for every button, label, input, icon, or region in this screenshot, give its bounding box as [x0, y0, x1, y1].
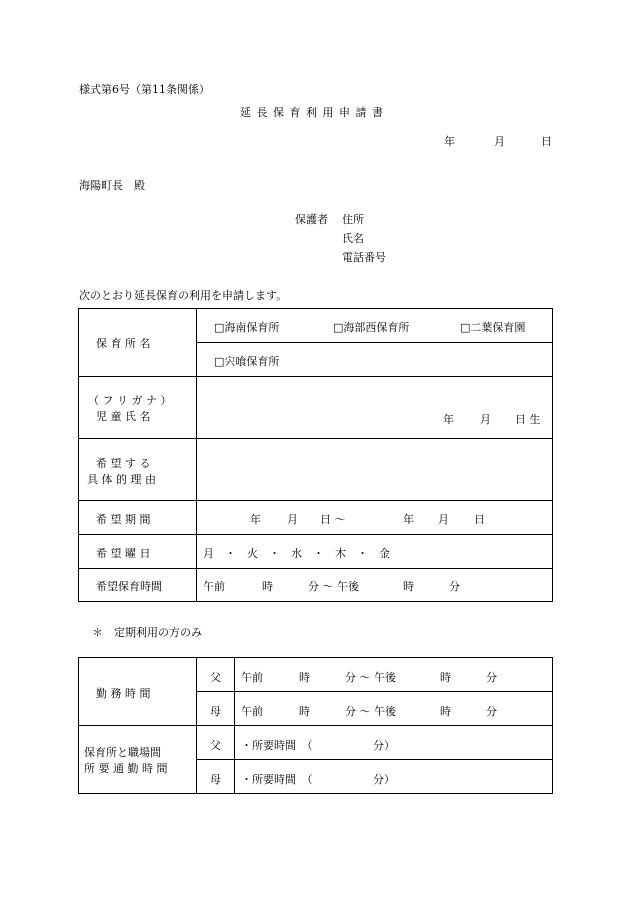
mother-work-end-hour: 時 [440, 705, 451, 718]
time-end-hour: 時 [403, 580, 414, 593]
mother-label: 母 [210, 705, 221, 718]
work-time-label: 勤 務 時 間 [96, 687, 151, 700]
child-name-label: 児 童 氏 名 [96, 410, 151, 423]
table1-row-divider-5 [78, 568, 553, 569]
form-title: 延 長 保 育 利 用 申 請 書 [240, 106, 384, 119]
mother-work-am: 午前 [241, 705, 263, 718]
mother-work-end-minute: 分 [486, 705, 497, 718]
weekday-options[interactable]: 月 ・ 火 ・ 水 ・ 木 ・ 金 [203, 547, 390, 560]
time-label: 希望保育時間 [96, 580, 162, 593]
period-end-day: 日 [474, 513, 485, 526]
father-work-end-hour: 時 [440, 671, 451, 684]
applicant-address-label: 住所 [342, 213, 364, 226]
father-commute-unit: 分） [373, 739, 395, 752]
child-name-field[interactable] [202, 378, 438, 436]
table1-row-divider-2 [78, 438, 553, 439]
reason-field[interactable] [202, 440, 550, 498]
nursery-option-kainan[interactable]: □海南保育所 [214, 321, 280, 334]
table1-column-divider [196, 308, 197, 602]
period-start-month: 月 [287, 513, 298, 526]
birth-month: 月 [480, 413, 491, 426]
mother-commute-text: ・所要時間 （ [241, 773, 313, 786]
time-end-minute: 分 [449, 580, 460, 593]
nursery-label: 保 育 所 名 [96, 337, 151, 350]
applicant-phone-label: 電話番号 [342, 251, 386, 264]
applicant-name-label: 氏名 [342, 232, 364, 245]
birth-day: 日 生 [515, 413, 541, 426]
table2-row-divider [78, 725, 553, 726]
table1-row-divider-1 [78, 376, 553, 377]
father-commute-text: ・所要時間 （ [241, 739, 313, 752]
furigana-label: （ フ リ ガ ナ ） [88, 394, 172, 407]
time-start-hour: 時 [262, 580, 273, 593]
father-commute-label: 父 [210, 739, 221, 752]
nursery-option-shishikui[interactable]: □宍喰保育所 [214, 355, 280, 368]
date-year: 年 [444, 135, 455, 148]
mother-work-start-minute-pm: 分 〜 午後 [345, 705, 396, 718]
table1-row-divider-3 [78, 500, 553, 501]
birth-year: 年 [443, 413, 454, 426]
period-start-day: 日 〜 [320, 513, 346, 526]
weekday-label: 希 望 曜 日 [96, 547, 151, 560]
form-number: 様式第6号（第11条関係） [79, 83, 210, 96]
period-end-month: 月 [438, 513, 449, 526]
mother-work-start-hour: 時 [299, 705, 310, 718]
date-month: 月 [494, 135, 505, 148]
father-work-end-minute: 分 [486, 671, 497, 684]
commute-label-line2: 所 要 通 勤 時 間 [84, 762, 168, 775]
table1-nursery-divider [196, 342, 553, 343]
table2-commute-divider [196, 759, 553, 760]
time-am: 午前 [203, 580, 225, 593]
reason-label-line2: 具 体 的 理 由 [87, 473, 156, 486]
period-start-year: 年 [250, 513, 261, 526]
mother-commute-unit: 分） [373, 773, 395, 786]
table1-row-divider-4 [78, 534, 553, 535]
applicant-role: 保護者 [295, 213, 328, 226]
reason-label-line1: 希 望 す る [96, 457, 151, 470]
time-start-minute-pm: 分 〜 午後 [308, 580, 359, 593]
father-work-am: 午前 [241, 671, 263, 684]
father-label: 父 [210, 671, 221, 684]
addressee: 海陽町長 殿 [79, 179, 145, 192]
nursery-option-kaifu-nishi[interactable]: □海部西保育所 [333, 321, 410, 334]
period-end-year: 年 [403, 513, 414, 526]
commute-label-line1: 保育所と職場間 [84, 746, 161, 759]
period-label: 希 望 期 間 [96, 513, 151, 526]
mother-commute-label: 母 [210, 773, 221, 786]
intro-text: 次のとおり延長保育の利用を申請します。 [79, 289, 288, 302]
date-day: 日 [541, 135, 552, 148]
regular-use-note: ＊ 定期利用の方のみ [92, 626, 202, 639]
nursery-option-futaba[interactable]: □二葉保育園 [460, 321, 526, 334]
table2-work-divider [196, 691, 553, 692]
father-work-start-minute-pm: 分 〜 午後 [345, 671, 396, 684]
father-work-start-hour: 時 [299, 671, 310, 684]
